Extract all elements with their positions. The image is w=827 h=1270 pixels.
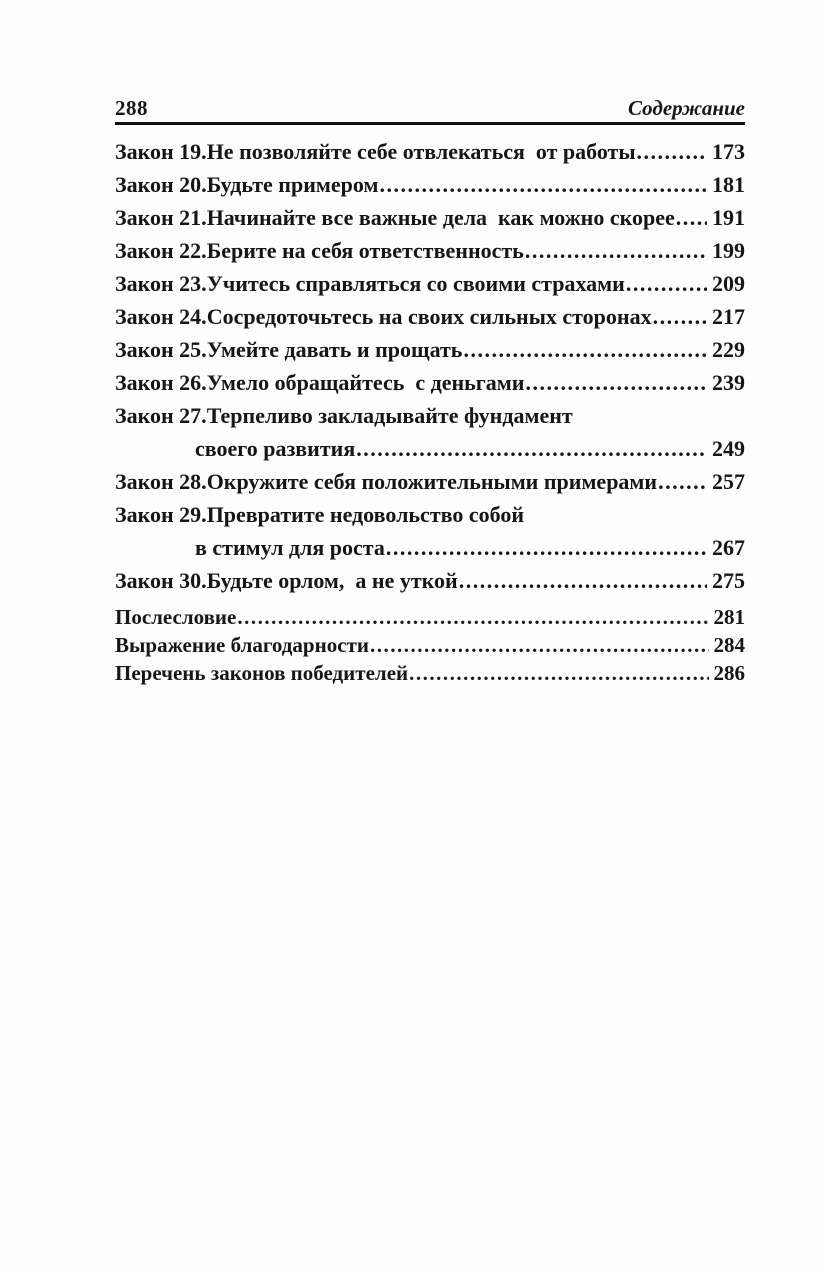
toc-footer-title: Выражение благодарности <box>115 633 369 657</box>
toc-entry-title: Будьте примером <box>206 172 379 197</box>
toc-entry <box>115 465 745 498</box>
toc-entry-label: Закон 19. <box>115 139 207 164</box>
toc-entry-title: Умейте давать и прощать <box>206 337 463 362</box>
dotted-leader <box>409 659 708 687</box>
toc-entry-label <box>115 432 195 465</box>
toc-entry-label: Закон 20. <box>115 172 207 197</box>
toc-entry-label: Закон 22. <box>115 238 207 263</box>
dotted-leader <box>237 603 708 631</box>
toc-entry-page: 209 <box>712 271 745 296</box>
toc-footer-title: Послесловие <box>115 605 237 629</box>
toc-entry-title: Берите на себя ответственность <box>206 238 524 263</box>
toc-entry-label: Закон 28. <box>115 469 207 494</box>
toc-entry-page: 275 <box>712 568 745 593</box>
toc-entry-line <box>115 168 745 201</box>
toc-entry-title: Превратите недовольство собой <box>206 502 525 527</box>
toc-entry-line <box>115 201 745 234</box>
toc-entry <box>115 300 745 333</box>
toc-entry-page: 191 <box>712 205 745 230</box>
toc-entry-title: Терпеливо закладывайте фундамент <box>206 403 573 428</box>
toc-entry-page: 217 <box>712 304 745 329</box>
dotted-leader <box>386 531 707 564</box>
toc-entry <box>115 267 745 300</box>
toc-footer-page: 284 <box>713 633 745 657</box>
dotted-leader <box>658 465 707 498</box>
toc-entry-page: 229 <box>712 337 745 362</box>
toc-entry <box>115 201 745 234</box>
dotted-leader <box>676 201 707 234</box>
toc-entry-line <box>115 333 745 366</box>
dotted-leader <box>525 366 707 399</box>
toc-entry <box>115 333 745 366</box>
toc-entry-label: Закон 25. <box>115 337 207 362</box>
toc-footer-title: Перечень законов победителей <box>115 661 409 685</box>
dotted-leader <box>379 168 707 201</box>
dotted-leader <box>459 564 707 597</box>
toc-entry-page: 199 <box>712 238 745 263</box>
toc-entry-title: Умело обращайтесь с деньгами <box>206 370 525 395</box>
toc-entry-label: Закон 30. <box>115 568 207 593</box>
toc-entry-line <box>115 465 745 498</box>
toc-entry-line <box>115 564 745 597</box>
toc-entry-page: 181 <box>712 172 745 197</box>
toc-entry-label <box>115 531 195 564</box>
toc-entry <box>115 366 745 399</box>
toc-entry-page: 239 <box>712 370 745 395</box>
toc-entry-line <box>115 267 745 300</box>
dotted-leader <box>637 135 707 168</box>
toc-entry-line <box>115 300 745 333</box>
toc-list <box>115 135 745 597</box>
toc-entry-line <box>115 366 745 399</box>
toc-entry-label: Закон 21. <box>115 205 207 230</box>
toc-entry-line <box>115 432 745 465</box>
toc-entry-title: Учитесь справляться со своими страхами <box>206 271 625 296</box>
toc-entry-title: Сосредоточьтесь на своих сильных сторонах <box>206 304 652 329</box>
dotted-leader <box>626 267 707 300</box>
toc-entry-title: своего развития <box>195 436 356 461</box>
toc-entry <box>115 399 745 465</box>
toc-entry-label: Закон 24. <box>115 304 207 329</box>
toc-entry-page: 267 <box>712 535 745 560</box>
toc-footer-entry <box>115 603 745 631</box>
dotted-leader <box>653 300 707 333</box>
toc-entry-line <box>115 234 745 267</box>
toc-entry-title: в стимул для роста <box>195 535 385 560</box>
toc-entry <box>115 498 745 564</box>
dotted-leader <box>463 333 707 366</box>
toc-entry-line <box>115 498 745 531</box>
toc-entry-page: 173 <box>712 139 745 164</box>
toc-footer-entry <box>115 631 745 659</box>
toc-footer-page: 281 <box>713 605 745 629</box>
running-header <box>115 97 745 125</box>
toc-entry-label: Закон 26. <box>115 370 207 395</box>
toc-entry-label: Закон 23. <box>115 271 207 296</box>
toc-entry <box>115 564 745 597</box>
toc-entry-title: Не позволяйте себе отвлекаться от работы <box>206 139 636 164</box>
toc-entry-page: 249 <box>712 436 745 461</box>
dotted-leader <box>525 234 707 267</box>
page-number: 288 <box>115 96 148 120</box>
toc-entry <box>115 168 745 201</box>
toc-entry-page: 257 <box>712 469 745 494</box>
toc-footer-list <box>115 603 745 687</box>
toc-footer-entry <box>115 659 745 687</box>
toc-entry-label: Закон 29. <box>115 502 207 527</box>
toc-entry-label: Закон 27. <box>115 403 207 428</box>
dotted-leader <box>370 631 709 659</box>
running-header-title: Содержание <box>628 96 745 120</box>
toc-entry <box>115 135 745 168</box>
toc-footer-page: 286 <box>713 661 745 685</box>
toc-entry-title: Начинайте все важные дела как можно скорее <box>206 205 675 230</box>
toc-entry-title: Будьте орлом, а не уткой <box>206 568 458 593</box>
dotted-leader <box>356 432 707 465</box>
toc-entry-line <box>115 399 745 432</box>
toc-entry <box>115 234 745 267</box>
toc-entry-line <box>115 531 745 564</box>
toc-entry-title: Окружите себя положительными примерами <box>206 469 658 494</box>
toc-entry-line <box>115 135 745 168</box>
